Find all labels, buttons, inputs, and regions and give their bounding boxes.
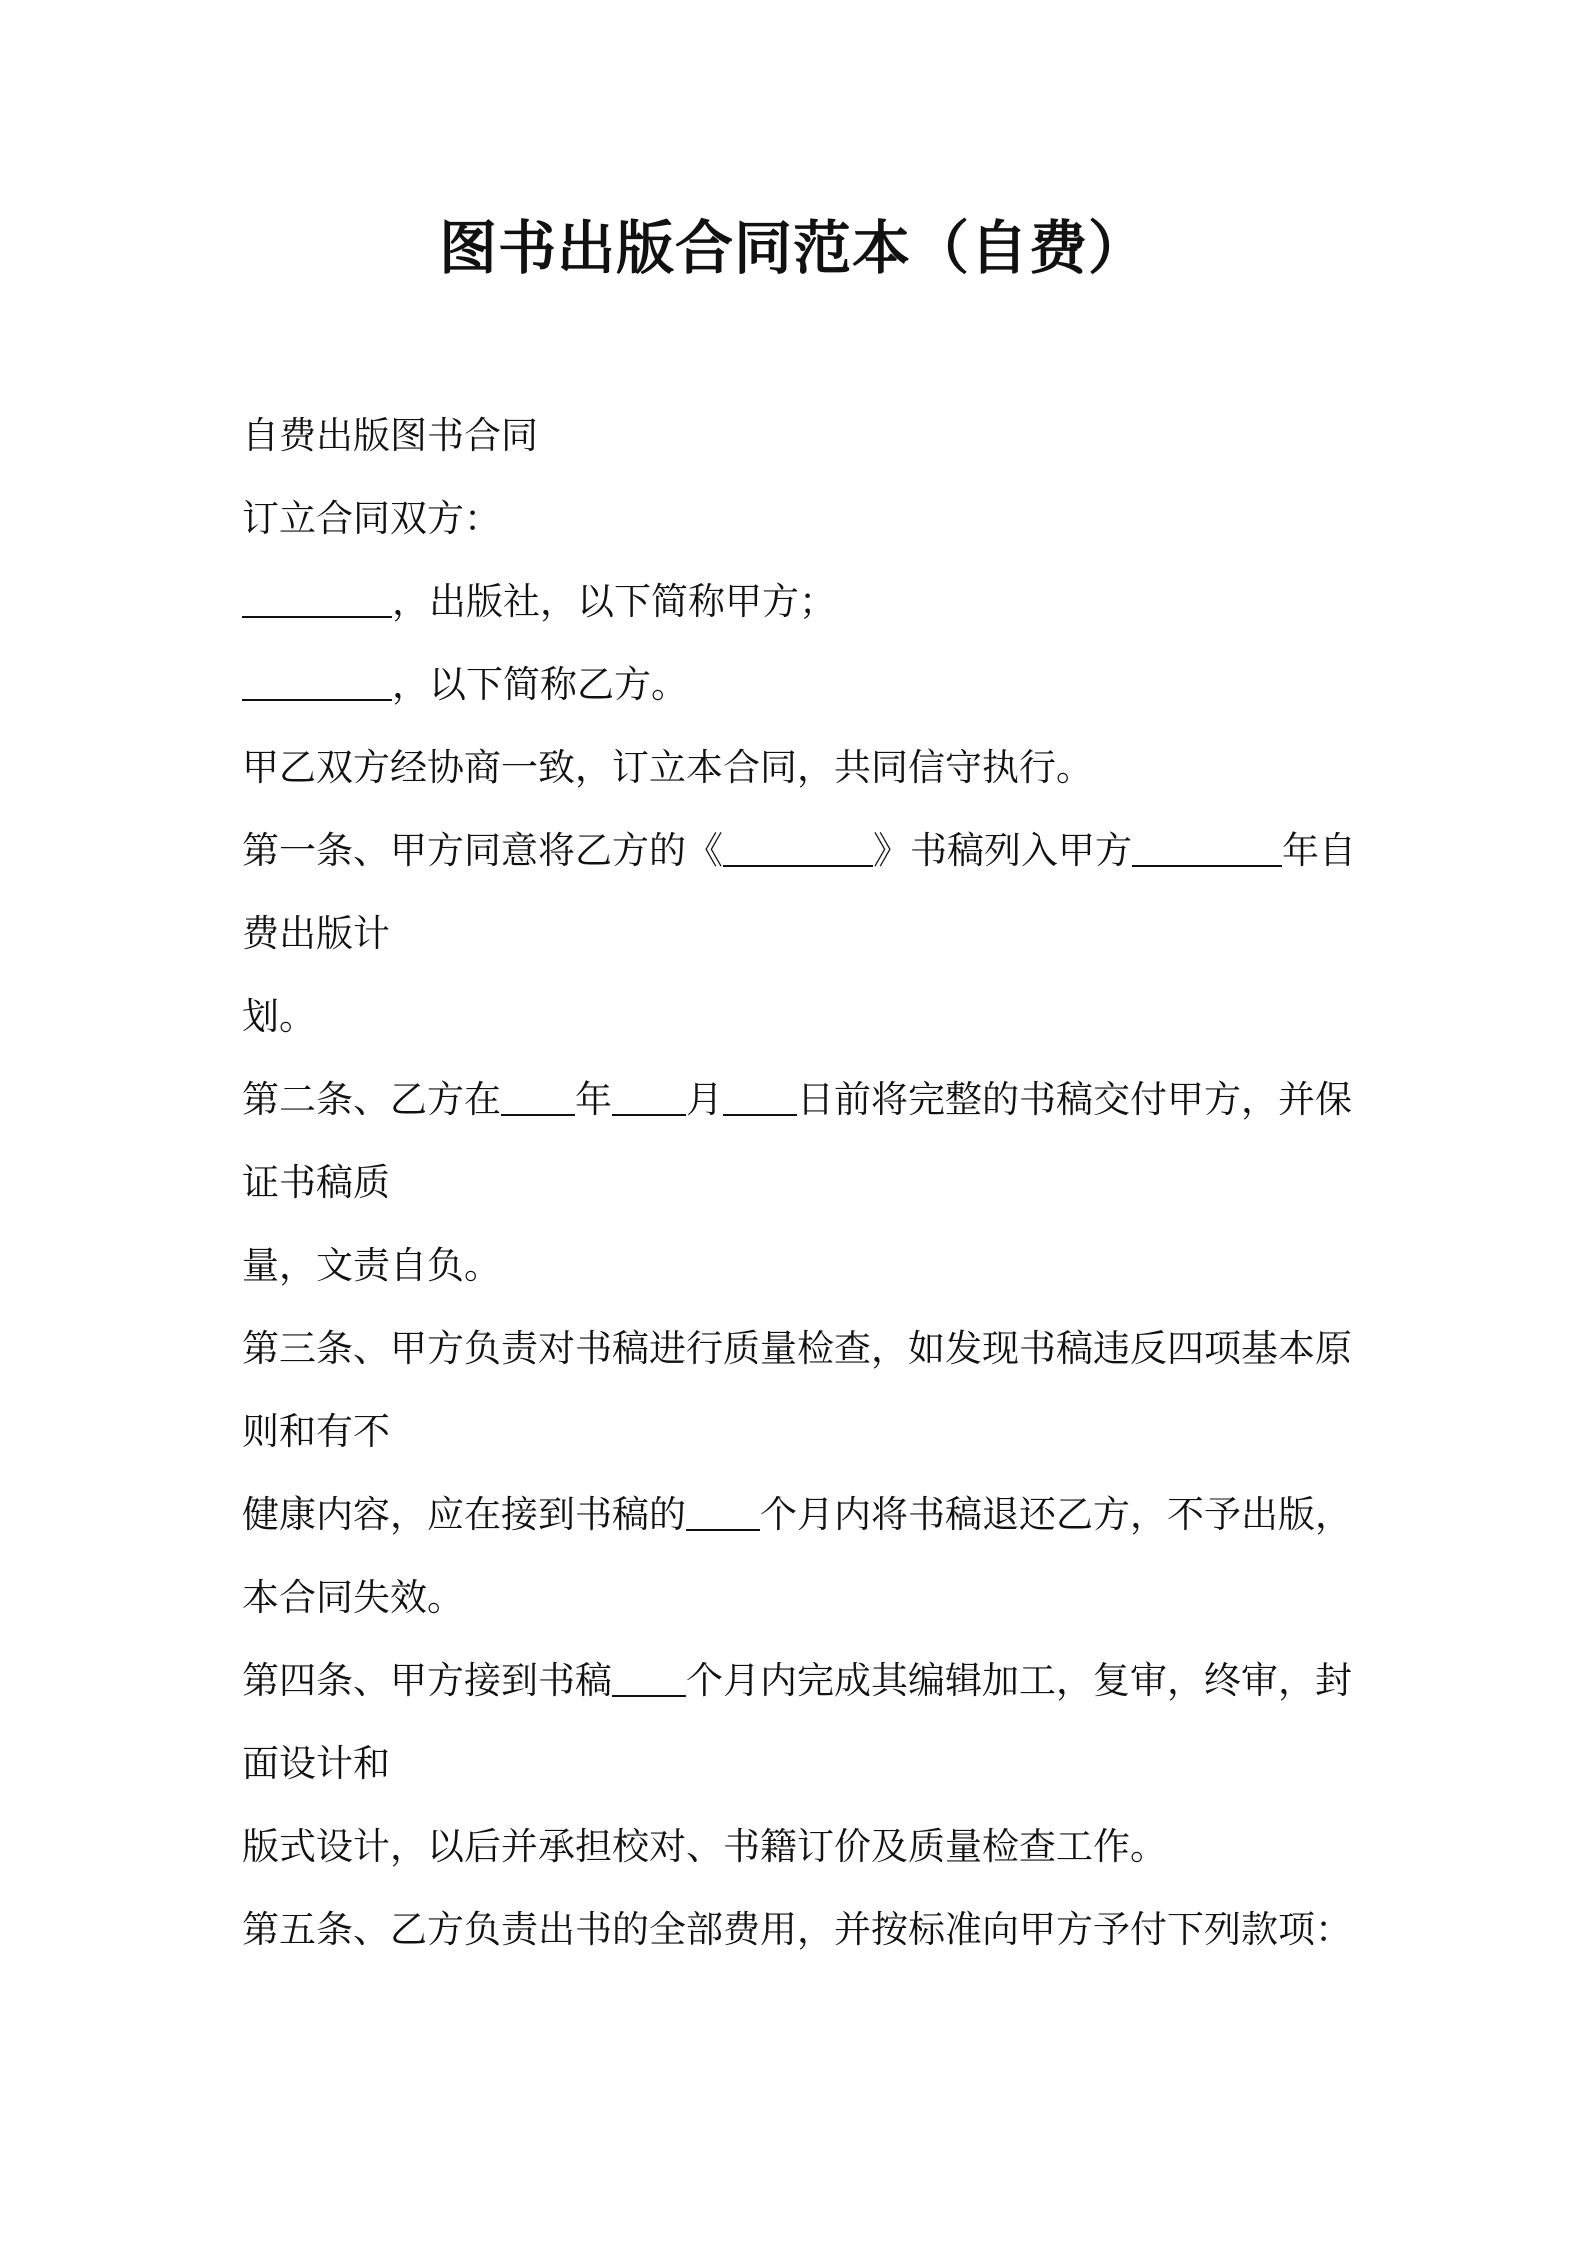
article-1-line-2: 费出版计 bbox=[242, 912, 390, 955]
parties-intro: 订立合同双方： bbox=[242, 497, 501, 540]
article-1-line-3: 划。 bbox=[242, 995, 316, 1038]
article-2-text-c: 月 bbox=[686, 1078, 723, 1121]
book-title-blank bbox=[723, 829, 873, 867]
article-2-line-3: 量，文责自负。 bbox=[242, 1244, 501, 1287]
document-title: 图书出版合同范本（自费） bbox=[438, 214, 1147, 282]
delivery-month-blank bbox=[612, 1078, 686, 1116]
party-b-name-blank bbox=[242, 663, 392, 701]
article-5-line-1: 第五条、乙方负责出书的全部费用，并按标准向甲方予付下列款项： bbox=[242, 1908, 1352, 1951]
article-2-text-a: 第二条、乙方在 bbox=[242, 1078, 501, 1121]
editing-months-blank bbox=[612, 1659, 686, 1697]
article-1-text-a: 第一条、甲方同意将乙方的《 bbox=[242, 829, 723, 872]
article-1-line-1 bbox=[242, 823, 1356, 879]
party-a-text: ，出版社，以下简称甲方； bbox=[392, 580, 836, 623]
delivery-year-blank bbox=[501, 1078, 575, 1116]
article-3-text-a: 健康内容，应在接到书稿的 bbox=[242, 1493, 686, 1536]
article-4-line-1 bbox=[242, 1653, 1352, 1709]
party-b-text: ，以下简称乙方。 bbox=[392, 663, 688, 706]
contract-subtitle: 自费出版图书合同 bbox=[242, 414, 538, 457]
article-3-line-1: 第三条、甲方负责对书稿进行质量检查，如发现书稿违反四项基本原 bbox=[242, 1327, 1352, 1370]
agreement-line: 甲乙双方经协商一致，订立本合同，共同信守执行。 bbox=[242, 746, 1093, 789]
return-months-blank bbox=[686, 1493, 760, 1531]
party-a-line bbox=[242, 574, 836, 630]
article-2-text-d: 日前将完整的书稿交付甲方，并保 bbox=[797, 1078, 1352, 1121]
article-4-line-3: 版式设计，以后并承担校对、书籍订价及质量检查工作。 bbox=[242, 1825, 1167, 1868]
article-4-text-b: 个月内完成其编辑加工，复审，终审，封 bbox=[686, 1659, 1352, 1702]
article-3-text-b: 个月内将书稿退还乙方，不予出版， bbox=[760, 1493, 1352, 1536]
article-4-text-a: 第四条、甲方接到书稿 bbox=[242, 1659, 612, 1702]
article-3-line-3 bbox=[242, 1487, 1352, 1543]
article-2-text-b: 年 bbox=[575, 1078, 612, 1121]
article-3-line-2: 则和有不 bbox=[242, 1410, 390, 1453]
party-b-line bbox=[242, 657, 688, 713]
article-3-line-4: 本合同失效。 bbox=[242, 1576, 464, 1619]
article-1-text-c: 年自 bbox=[1282, 829, 1356, 872]
article-2-line-2: 证书稿质 bbox=[242, 1161, 390, 1204]
party-a-name-blank bbox=[242, 580, 392, 618]
publish-year-blank bbox=[1132, 829, 1282, 867]
article-1-text-b: 》书稿列入甲方 bbox=[873, 829, 1132, 872]
article-2-line-1 bbox=[242, 1072, 1352, 1128]
article-4-line-2: 面设计和 bbox=[242, 1742, 390, 1785]
delivery-day-blank bbox=[723, 1078, 797, 1116]
